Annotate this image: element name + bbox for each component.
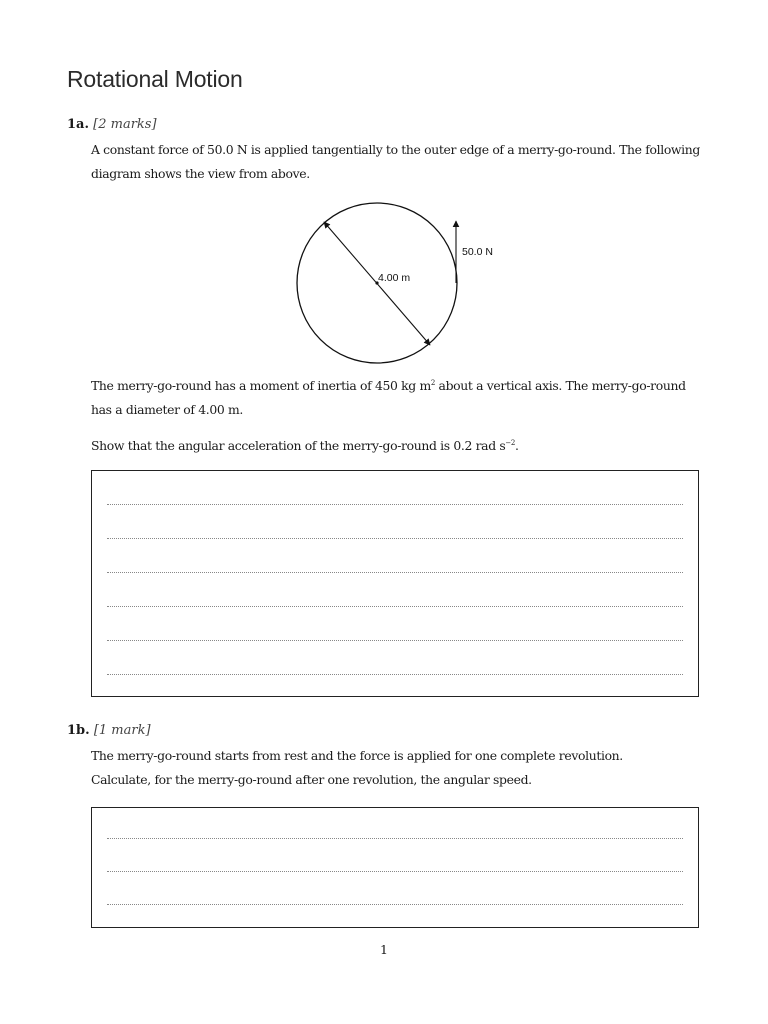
info-line-1-post: about a vertical axis. The merry-go-round xyxy=(434,378,686,394)
merry-go-round-diagram xyxy=(280,195,520,375)
answer-line[interactable] xyxy=(107,572,683,573)
info-line-1-pre: The merry-go-round has a moment of inertia of 450 kg m xyxy=(91,378,431,394)
info-line-2: has a diameter of 4.00 m. xyxy=(91,402,243,418)
question-1a-info xyxy=(91,371,701,422)
answer-line[interactable] xyxy=(107,674,683,675)
answer-line[interactable] xyxy=(107,871,683,872)
answer-box-1b[interactable] xyxy=(91,807,699,928)
question-1a-task xyxy=(91,431,701,458)
question-marks: [1 mark] xyxy=(93,723,151,738)
task-sup: −2 xyxy=(505,439,516,447)
question-1b-line-2: Calculate, for the merry-go-round after one revolution, the angular speed. xyxy=(91,772,532,787)
task-post: . xyxy=(515,438,519,454)
question-number: 1a. xyxy=(67,117,89,132)
question-1a-intro xyxy=(91,138,701,186)
question-1a-header xyxy=(67,117,157,132)
page-title: Rotational Motion xyxy=(67,66,243,92)
task-pre: Show that the angular acceleration of the merry-go-round is 0.2 rad s xyxy=(91,438,506,454)
answer-line[interactable] xyxy=(107,640,683,641)
question-1b-text xyxy=(91,744,701,792)
answer-line[interactable] xyxy=(107,504,683,505)
answer-box-1a[interactable] xyxy=(91,470,699,697)
intro-line-2: diagram shows the view from above. xyxy=(91,166,310,181)
answer-line[interactable] xyxy=(107,838,683,839)
diameter-label: 4.00 m xyxy=(378,272,411,284)
question-number: 1b. xyxy=(67,723,90,738)
question-1b-line-1: The merry-go-round starts from rest and the force is applied for one complete revolution. xyxy=(91,748,623,763)
question-marks: [2 marks] xyxy=(93,117,157,132)
answer-line[interactable] xyxy=(107,606,683,607)
page-number: 1 xyxy=(380,942,388,957)
question-1b-header xyxy=(67,723,151,738)
force-label: 50.0 N xyxy=(462,246,493,258)
answer-line[interactable] xyxy=(107,904,683,905)
answer-line[interactable] xyxy=(107,538,683,539)
info-line-1-sup: 2 xyxy=(430,379,435,387)
intro-line-1: A constant force of 50.0 N is applied tangentially to the outer edge of a merry-go-round. The following xyxy=(91,142,701,157)
